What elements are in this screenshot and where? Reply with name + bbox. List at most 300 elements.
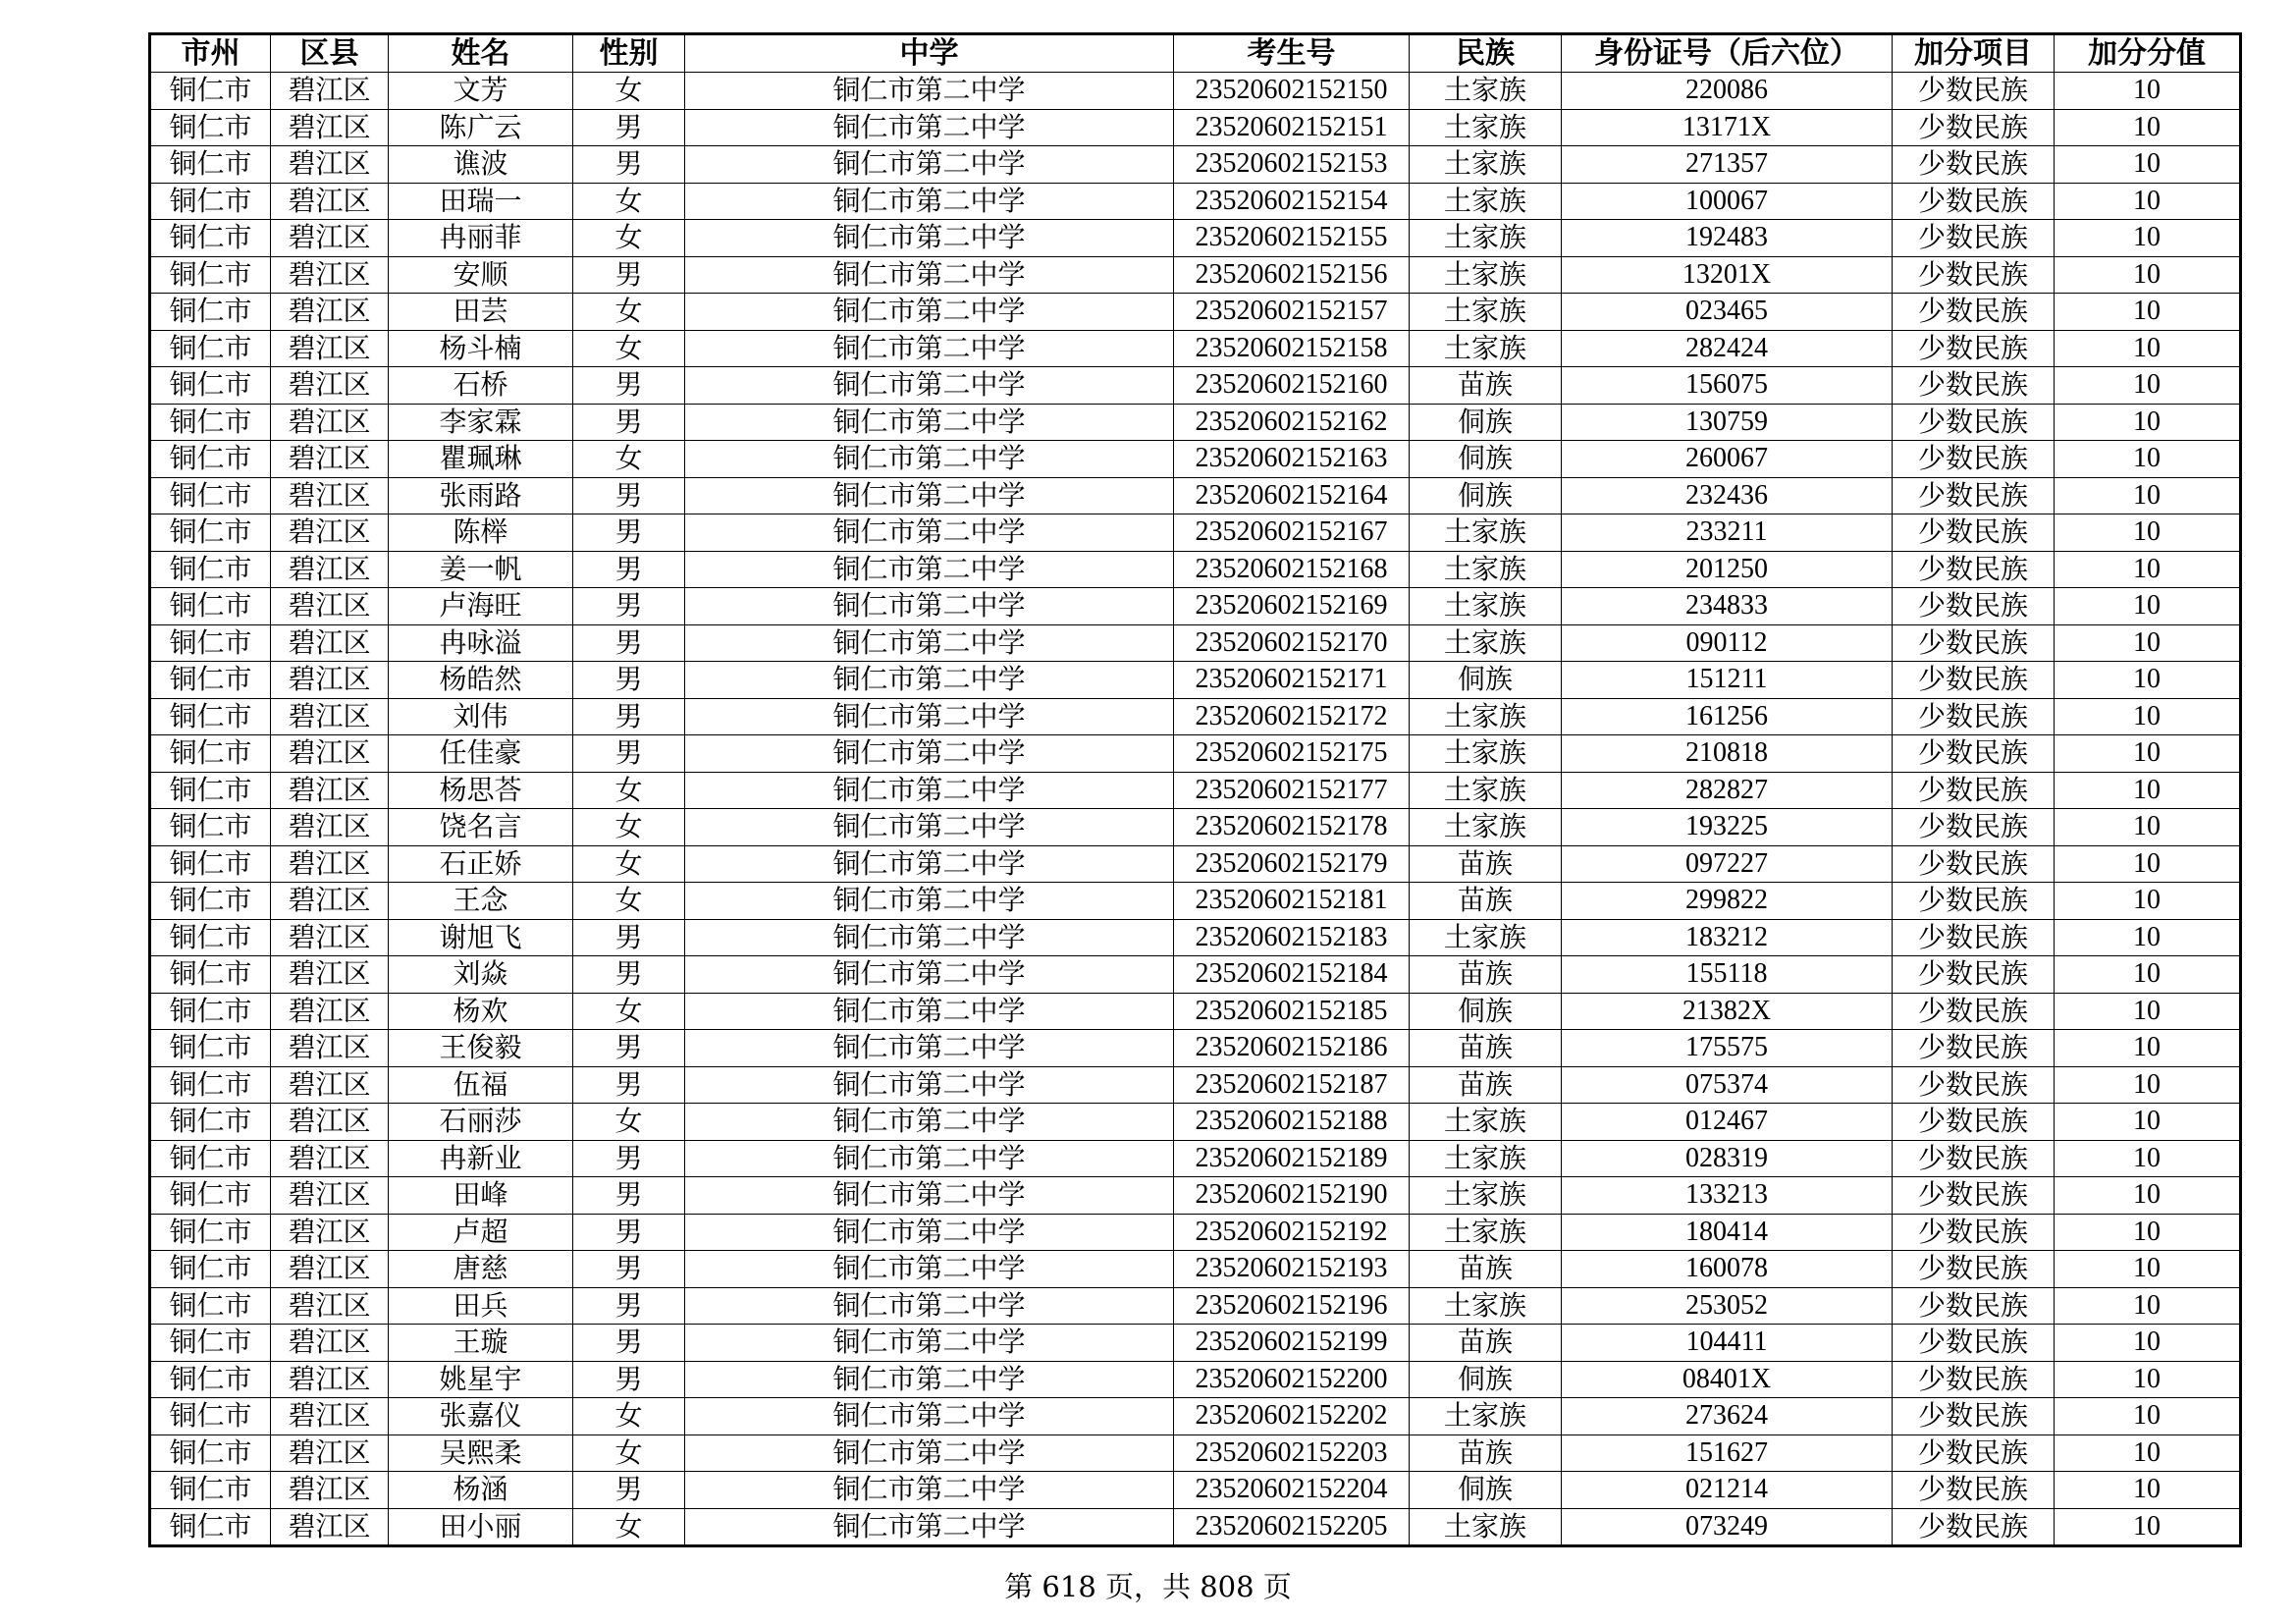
table-row <box>150 1140 2241 1177</box>
cell-district: 碧江区 <box>271 662 389 699</box>
cell-city: 铜仁市 <box>150 1287 271 1325</box>
cell-school: 铜仁市第二中学 <box>685 1361 1174 1398</box>
cell-school: 铜仁市第二中学 <box>685 477 1174 514</box>
cell-district: 碧江区 <box>271 183 389 220</box>
cell-district: 碧江区 <box>271 551 389 588</box>
table-row <box>150 367 2241 405</box>
cell-district: 碧江区 <box>271 256 389 294</box>
cell-district: 碧江区 <box>271 367 389 405</box>
cell-bonus-item: 少数民族 <box>1893 330 2055 367</box>
cell-id-suffix: 271357 <box>1562 146 1893 184</box>
cell-city: 铜仁市 <box>150 441 271 478</box>
cell-school: 铜仁市第二中学 <box>685 256 1174 294</box>
cell-city: 铜仁市 <box>150 735 271 773</box>
cell-district: 碧江区 <box>271 883 389 920</box>
cell-gender: 男 <box>573 735 685 773</box>
table-row <box>150 1508 2241 1546</box>
cell-ethnicity: 苗族 <box>1410 1030 1562 1067</box>
table-row <box>150 1325 2241 1362</box>
cell-ethnicity: 侗族 <box>1410 404 1562 441</box>
cell-school: 铜仁市第二中学 <box>685 1140 1174 1177</box>
cell-name: 田兵 <box>389 1287 573 1325</box>
table-row <box>150 146 2241 184</box>
cell-city: 铜仁市 <box>150 809 271 846</box>
cell-school: 铜仁市第二中学 <box>685 1325 1174 1362</box>
cell-id-suffix: 13201X <box>1562 256 1893 294</box>
table-row <box>150 845 2241 883</box>
cell-gender: 女 <box>573 1508 685 1546</box>
cell-city: 铜仁市 <box>150 1030 271 1067</box>
cell-gender: 女 <box>573 73 685 110</box>
cell-ethnicity: 土家族 <box>1410 1177 1562 1215</box>
cell-gender: 男 <box>573 1214 685 1251</box>
cell-district: 碧江区 <box>271 809 389 846</box>
cell-city: 铜仁市 <box>150 294 271 331</box>
cell-gender: 男 <box>573 1177 685 1215</box>
cell-id-suffix: 201250 <box>1562 551 1893 588</box>
cell-gender: 男 <box>573 146 685 184</box>
cell-bonus-item: 少数民族 <box>1893 551 2055 588</box>
cell-name: 杨思荅 <box>389 772 573 809</box>
cell-ethnicity: 侗族 <box>1410 993 1562 1030</box>
cell-exam-number: 23520602152156 <box>1174 256 1410 294</box>
cell-exam-number: 23520602152162 <box>1174 404 1410 441</box>
table-row <box>150 256 2241 294</box>
cell-gender: 男 <box>573 256 685 294</box>
table-row <box>150 809 2241 846</box>
cell-school: 铜仁市第二中学 <box>685 1214 1174 1251</box>
cell-ethnicity: 侗族 <box>1410 477 1562 514</box>
cell-exam-number: 23520602152188 <box>1174 1104 1410 1141</box>
cell-city: 铜仁市 <box>150 404 271 441</box>
cell-bonus-item: 少数民族 <box>1893 1325 2055 1362</box>
header-city: 市州 <box>150 34 271 73</box>
cell-city: 铜仁市 <box>150 956 271 994</box>
cell-city: 铜仁市 <box>150 1508 271 1546</box>
cell-district: 碧江区 <box>271 993 389 1030</box>
cell-city: 铜仁市 <box>150 993 271 1030</box>
cell-exam-number: 23520602152192 <box>1174 1214 1410 1251</box>
cell-school: 铜仁市第二中学 <box>685 1287 1174 1325</box>
cell-district: 碧江区 <box>271 919 389 956</box>
cell-exam-number: 23520602152157 <box>1174 294 1410 331</box>
cell-ethnicity: 土家族 <box>1410 330 1562 367</box>
cell-district: 碧江区 <box>271 146 389 184</box>
cell-name: 伍福 <box>389 1066 573 1104</box>
cell-ethnicity: 土家族 <box>1410 109 1562 146</box>
cell-school: 铜仁市第二中学 <box>685 883 1174 920</box>
cell-city: 铜仁市 <box>150 1214 271 1251</box>
cell-id-suffix: 097227 <box>1562 845 1893 883</box>
cell-exam-number: 23520602152202 <box>1174 1398 1410 1435</box>
cell-name: 田芸 <box>389 294 573 331</box>
cell-bonus-value: 10 <box>2055 477 2241 514</box>
cell-school: 铜仁市第二中学 <box>685 1066 1174 1104</box>
table-row <box>150 294 2241 331</box>
cell-ethnicity: 苗族 <box>1410 956 1562 994</box>
cell-exam-number: 23520602152179 <box>1174 845 1410 883</box>
cell-bonus-item: 少数民族 <box>1893 294 2055 331</box>
cell-gender: 女 <box>573 772 685 809</box>
cell-exam-number: 23520602152189 <box>1174 1140 1410 1177</box>
cell-city: 铜仁市 <box>150 919 271 956</box>
cell-name: 王璇 <box>389 1325 573 1362</box>
cell-exam-number: 23520602152203 <box>1174 1435 1410 1472</box>
cell-bonus-item: 少数民族 <box>1893 993 2055 1030</box>
cell-school: 铜仁市第二中学 <box>685 183 1174 220</box>
cell-exam-number: 23520602152171 <box>1174 662 1410 699</box>
cell-city: 铜仁市 <box>150 367 271 405</box>
cell-school: 铜仁市第二中学 <box>685 1398 1174 1435</box>
cell-bonus-value: 10 <box>2055 441 2241 478</box>
cell-exam-number: 23520602152160 <box>1174 367 1410 405</box>
cell-gender: 女 <box>573 1104 685 1141</box>
cell-gender: 男 <box>573 624 685 662</box>
cell-exam-number: 23520602152170 <box>1174 624 1410 662</box>
cell-district: 碧江区 <box>271 1287 389 1325</box>
cell-city: 铜仁市 <box>150 73 271 110</box>
cell-district: 碧江区 <box>271 698 389 735</box>
cell-gender: 女 <box>573 809 685 846</box>
cell-id-suffix: 21382X <box>1562 993 1893 1030</box>
cell-school: 铜仁市第二中学 <box>685 1472 1174 1509</box>
cell-bonus-item: 少数民族 <box>1893 1508 2055 1546</box>
cell-bonus-item: 少数民族 <box>1893 1140 2055 1177</box>
cell-city: 铜仁市 <box>150 1398 271 1435</box>
cell-name: 姚星宇 <box>389 1361 573 1398</box>
cell-bonus-value: 10 <box>2055 1361 2241 1398</box>
header-bonus-value: 加分分值 <box>2055 34 2241 73</box>
cell-bonus-value: 10 <box>2055 772 2241 809</box>
table-row <box>150 624 2241 662</box>
table-row <box>150 1287 2241 1325</box>
cell-gender: 男 <box>573 1066 685 1104</box>
cell-bonus-item: 少数民族 <box>1893 441 2055 478</box>
cell-bonus-value: 10 <box>2055 109 2241 146</box>
cell-ethnicity: 侗族 <box>1410 1361 1562 1398</box>
cell-exam-number: 23520602152200 <box>1174 1361 1410 1398</box>
cell-ethnicity: 侗族 <box>1410 441 1562 478</box>
cell-school: 铜仁市第二中学 <box>685 146 1174 184</box>
table-row <box>150 1066 2241 1104</box>
cell-exam-number: 23520602152175 <box>1174 735 1410 773</box>
cell-bonus-item: 少数民族 <box>1893 809 2055 846</box>
cell-bonus-value: 10 <box>2055 1435 2241 1472</box>
cell-gender: 男 <box>573 1287 685 1325</box>
cell-bonus-item: 少数民族 <box>1893 1435 2055 1472</box>
cell-bonus-item: 少数民族 <box>1893 883 2055 920</box>
cell-ethnicity: 苗族 <box>1410 883 1562 920</box>
cell-district: 碧江区 <box>271 1251 389 1288</box>
cell-district: 碧江区 <box>271 1472 389 1509</box>
cell-exam-number: 23520602152183 <box>1174 919 1410 956</box>
table-row <box>150 514 2241 552</box>
cell-bonus-item: 少数民族 <box>1893 1177 2055 1215</box>
cell-city: 铜仁市 <box>150 1251 271 1288</box>
cell-school: 铜仁市第二中学 <box>685 735 1174 773</box>
table-row <box>150 588 2241 625</box>
cell-ethnicity: 土家族 <box>1410 1398 1562 1435</box>
cell-ethnicity: 土家族 <box>1410 514 1562 552</box>
cell-district: 碧江区 <box>271 1140 389 1177</box>
table-row <box>150 993 2241 1030</box>
header-id-suffix: 身份证号（后六位） <box>1562 34 1893 73</box>
cell-gender: 男 <box>573 1361 685 1398</box>
cell-city: 铜仁市 <box>150 220 271 257</box>
cell-exam-number: 23520602152204 <box>1174 1472 1410 1509</box>
cell-name: 冉咏溢 <box>389 624 573 662</box>
cell-bonus-value: 10 <box>2055 1508 2241 1546</box>
cell-school: 铜仁市第二中学 <box>685 367 1174 405</box>
header-exam-number: 考生号 <box>1174 34 1410 73</box>
cell-gender: 女 <box>573 441 685 478</box>
cell-exam-number: 23520602152196 <box>1174 1287 1410 1325</box>
cell-name: 石丽莎 <box>389 1104 573 1141</box>
cell-school: 铜仁市第二中学 <box>685 220 1174 257</box>
cell-bonus-item: 少数民族 <box>1893 845 2055 883</box>
table-row <box>150 183 2241 220</box>
cell-city: 铜仁市 <box>150 146 271 184</box>
table-row <box>150 1472 2241 1509</box>
cell-id-suffix: 08401X <box>1562 1361 1893 1398</box>
table-row <box>150 1361 2241 1398</box>
cell-name: 石正娇 <box>389 845 573 883</box>
cell-exam-number: 23520602152168 <box>1174 551 1410 588</box>
cell-ethnicity: 土家族 <box>1410 919 1562 956</box>
cell-name: 杨斗楠 <box>389 330 573 367</box>
cell-gender: 男 <box>573 477 685 514</box>
cell-id-suffix: 075374 <box>1562 1066 1893 1104</box>
cell-exam-number: 23520602152151 <box>1174 109 1410 146</box>
cell-bonus-value: 10 <box>2055 809 2241 846</box>
cell-school: 铜仁市第二中学 <box>685 1030 1174 1067</box>
cell-bonus-value: 10 <box>2055 146 2241 184</box>
cell-gender: 男 <box>573 404 685 441</box>
table-row <box>150 477 2241 514</box>
table-row <box>150 441 2241 478</box>
table-row <box>150 551 2241 588</box>
cell-ethnicity: 土家族 <box>1410 624 1562 662</box>
cell-id-suffix: 260067 <box>1562 441 1893 478</box>
cell-bonus-item: 少数民族 <box>1893 109 2055 146</box>
cell-bonus-value: 10 <box>2055 662 2241 699</box>
cell-gender: 男 <box>573 551 685 588</box>
cell-bonus-value: 10 <box>2055 1398 2241 1435</box>
cell-ethnicity: 苗族 <box>1410 367 1562 405</box>
cell-city: 铜仁市 <box>150 588 271 625</box>
cell-name: 石桥 <box>389 367 573 405</box>
cell-district: 碧江区 <box>271 477 389 514</box>
cell-ethnicity: 土家族 <box>1410 146 1562 184</box>
cell-gender: 男 <box>573 1030 685 1067</box>
cell-gender: 男 <box>573 956 685 994</box>
cell-gender: 男 <box>573 698 685 735</box>
cell-ethnicity: 土家族 <box>1410 220 1562 257</box>
cell-school: 铜仁市第二中学 <box>685 330 1174 367</box>
cell-gender: 女 <box>573 1398 685 1435</box>
cell-city: 铜仁市 <box>150 551 271 588</box>
cell-school: 铜仁市第二中学 <box>685 919 1174 956</box>
cell-name: 李家霖 <box>389 404 573 441</box>
cell-school: 铜仁市第二中学 <box>685 698 1174 735</box>
cell-school: 铜仁市第二中学 <box>685 772 1174 809</box>
table-row <box>150 1251 2241 1288</box>
cell-exam-number: 23520602152153 <box>1174 146 1410 184</box>
cell-ethnicity: 土家族 <box>1410 1508 1562 1546</box>
cell-ethnicity: 土家族 <box>1410 183 1562 220</box>
cell-school: 铜仁市第二中学 <box>685 109 1174 146</box>
cell-ethnicity: 土家族 <box>1410 772 1562 809</box>
cell-id-suffix: 161256 <box>1562 698 1893 735</box>
cell-school: 铜仁市第二中学 <box>685 514 1174 552</box>
cell-id-suffix: 220086 <box>1562 73 1893 110</box>
table-row <box>150 330 2241 367</box>
cell-name: 唐慈 <box>389 1251 573 1288</box>
cell-gender: 男 <box>573 1251 685 1288</box>
cell-exam-number: 23520602152205 <box>1174 1508 1410 1546</box>
cell-bonus-value: 10 <box>2055 624 2241 662</box>
cell-gender: 女 <box>573 330 685 367</box>
cell-bonus-item: 少数民族 <box>1893 1214 2055 1251</box>
cell-bonus-value: 10 <box>2055 993 2241 1030</box>
cell-bonus-value: 10 <box>2055 514 2241 552</box>
cell-exam-number: 23520602152190 <box>1174 1177 1410 1215</box>
cell-ethnicity: 苗族 <box>1410 1435 1562 1472</box>
cell-district: 碧江区 <box>271 588 389 625</box>
cell-bonus-value: 10 <box>2055 1214 2241 1251</box>
cell-id-suffix: 234833 <box>1562 588 1893 625</box>
cell-exam-number: 23520602152169 <box>1174 588 1410 625</box>
cell-id-suffix: 151211 <box>1562 662 1893 699</box>
cell-id-suffix: 253052 <box>1562 1287 1893 1325</box>
table-row <box>150 73 2241 110</box>
cell-name: 卢海旺 <box>389 588 573 625</box>
cell-city: 铜仁市 <box>150 1140 271 1177</box>
cell-name: 王俊毅 <box>389 1030 573 1067</box>
cell-district: 碧江区 <box>271 404 389 441</box>
cell-bonus-item: 少数民族 <box>1893 919 2055 956</box>
cell-district: 碧江区 <box>271 514 389 552</box>
cell-district: 碧江区 <box>271 1177 389 1215</box>
cell-bonus-item: 少数民族 <box>1893 1361 2055 1398</box>
cell-gender: 男 <box>573 514 685 552</box>
table-row <box>150 883 2241 920</box>
cell-exam-number: 23520602152172 <box>1174 698 1410 735</box>
cell-bonus-value: 10 <box>2055 73 2241 110</box>
cell-id-suffix: 175575 <box>1562 1030 1893 1067</box>
cell-school: 铜仁市第二中学 <box>685 993 1174 1030</box>
cell-bonus-value: 10 <box>2055 404 2241 441</box>
cell-bonus-item: 少数民族 <box>1893 404 2055 441</box>
cell-name: 张嘉仪 <box>389 1398 573 1435</box>
cell-name: 田峰 <box>389 1177 573 1215</box>
cell-name: 张雨路 <box>389 477 573 514</box>
cell-exam-number: 23520602152155 <box>1174 220 1410 257</box>
cell-bonus-value: 10 <box>2055 551 2241 588</box>
cell-school: 铜仁市第二中学 <box>685 441 1174 478</box>
cell-city: 铜仁市 <box>150 330 271 367</box>
cell-name: 杨欢 <box>389 993 573 1030</box>
cell-exam-number: 23520602152199 <box>1174 1325 1410 1362</box>
cell-ethnicity: 土家族 <box>1410 256 1562 294</box>
cell-bonus-value: 10 <box>2055 183 2241 220</box>
cell-city: 铜仁市 <box>150 1177 271 1215</box>
cell-bonus-value: 10 <box>2055 919 2241 956</box>
cell-bonus-value: 10 <box>2055 1104 2241 1141</box>
cell-bonus-item: 少数民族 <box>1893 624 2055 662</box>
cell-bonus-item: 少数民族 <box>1893 146 2055 184</box>
cell-bonus-item: 少数民族 <box>1893 514 2055 552</box>
cell-bonus-value: 10 <box>2055 588 2241 625</box>
cell-gender: 男 <box>573 1325 685 1362</box>
cell-id-suffix: 156075 <box>1562 367 1893 405</box>
table-row <box>150 1398 2241 1435</box>
cell-city: 铜仁市 <box>150 256 271 294</box>
header-district: 区县 <box>271 34 389 73</box>
cell-bonus-item: 少数民族 <box>1893 1104 2055 1141</box>
cell-district: 碧江区 <box>271 1214 389 1251</box>
bonus-points-table <box>148 32 2242 1547</box>
cell-name: 吴熙柔 <box>389 1435 573 1472</box>
cell-city: 铜仁市 <box>150 1435 271 1472</box>
cell-school: 铜仁市第二中学 <box>685 809 1174 846</box>
cell-bonus-value: 10 <box>2055 256 2241 294</box>
cell-bonus-value: 10 <box>2055 367 2241 405</box>
cell-id-suffix: 100067 <box>1562 183 1893 220</box>
cell-id-suffix: 233211 <box>1562 514 1893 552</box>
cell-district: 碧江区 <box>271 220 389 257</box>
cell-bonus-item: 少数民族 <box>1893 220 2055 257</box>
cell-exam-number: 23520602152158 <box>1174 330 1410 367</box>
cell-name: 杨涵 <box>389 1472 573 1509</box>
cell-bonus-item: 少数民族 <box>1893 256 2055 294</box>
cell-name: 安顺 <box>389 256 573 294</box>
cell-bonus-value: 10 <box>2055 1030 2241 1067</box>
cell-bonus-item: 少数民族 <box>1893 183 2055 220</box>
cell-gender: 女 <box>573 220 685 257</box>
cell-exam-number: 23520602152186 <box>1174 1030 1410 1067</box>
cell-exam-number: 23520602152167 <box>1174 514 1410 552</box>
table-row <box>150 772 2241 809</box>
cell-district: 碧江区 <box>271 109 389 146</box>
table-row <box>150 1214 2241 1251</box>
cell-school: 铜仁市第二中学 <box>685 1104 1174 1141</box>
cell-ethnicity: 土家族 <box>1410 1104 1562 1141</box>
cell-city: 铜仁市 <box>150 109 271 146</box>
cell-exam-number: 23520602152154 <box>1174 183 1410 220</box>
header-gender: 性别 <box>573 34 685 73</box>
cell-name: 陈广云 <box>389 109 573 146</box>
table-row <box>150 404 2241 441</box>
cell-name: 杨皓然 <box>389 662 573 699</box>
cell-id-suffix: 023465 <box>1562 294 1893 331</box>
cell-exam-number: 23520602152184 <box>1174 956 1410 994</box>
cell-id-suffix: 183212 <box>1562 919 1893 956</box>
cell-school: 铜仁市第二中学 <box>685 73 1174 110</box>
cell-gender: 男 <box>573 109 685 146</box>
table-row <box>150 1435 2241 1472</box>
cell-city: 铜仁市 <box>150 1361 271 1398</box>
cell-bonus-item: 少数民族 <box>1893 1472 2055 1509</box>
cell-name: 瞿珮琳 <box>389 441 573 478</box>
cell-gender: 男 <box>573 1140 685 1177</box>
table-row <box>150 662 2241 699</box>
cell-bonus-value: 10 <box>2055 1251 2241 1288</box>
cell-name: 刘伟 <box>389 698 573 735</box>
cell-exam-number: 23520602152187 <box>1174 1066 1410 1104</box>
cell-ethnicity: 侗族 <box>1410 662 1562 699</box>
table-row <box>150 1177 2241 1215</box>
